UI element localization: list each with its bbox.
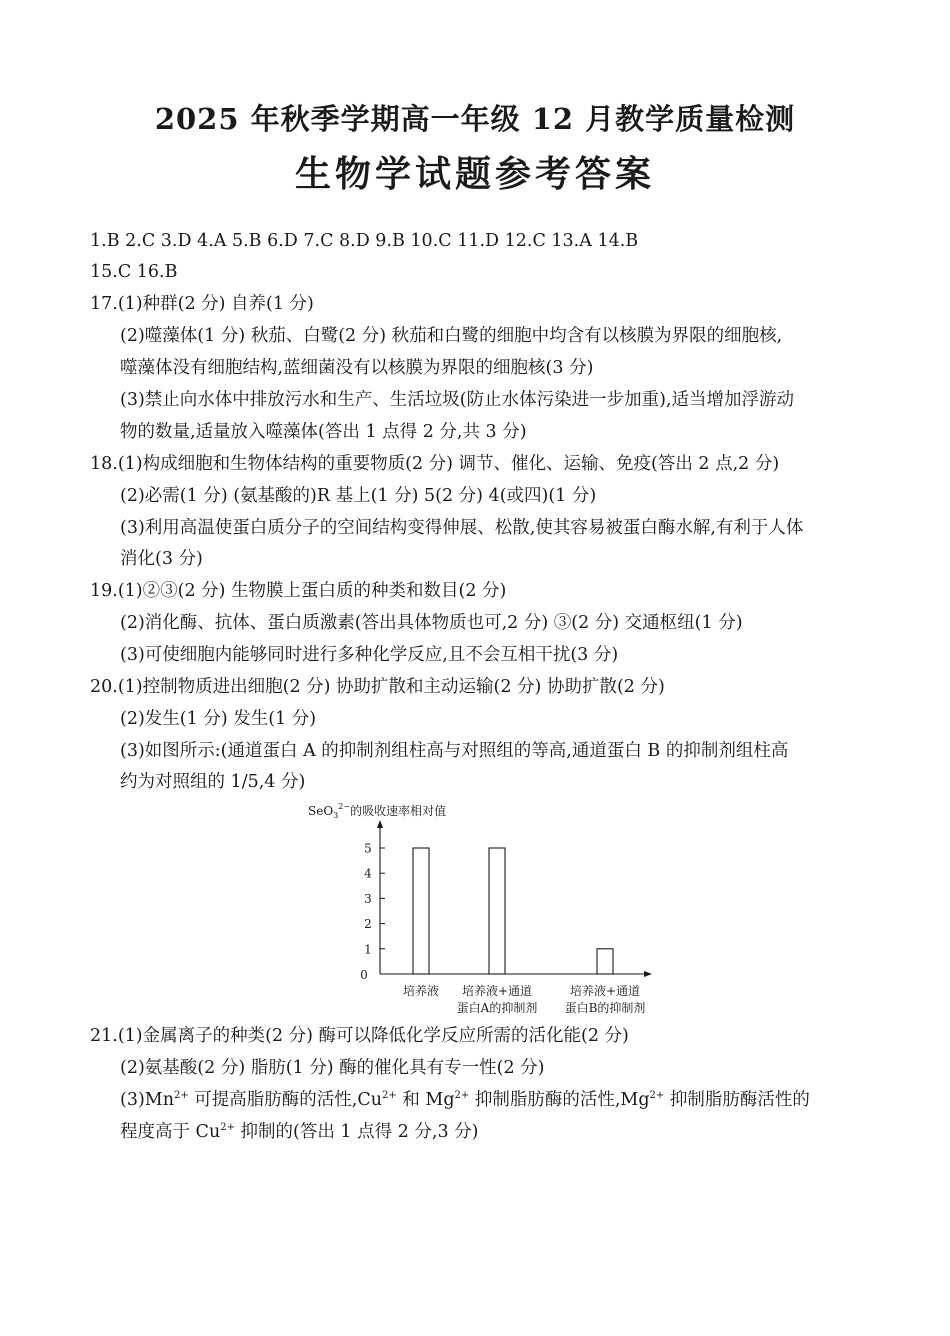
q18-part2: (2)必需(1 分) (氨基酸的)R 基上(1 分) 5(2 分) 4(或四)(1 分): [120, 486, 597, 506]
q20-part3-line2: 约为对照组的 1/5,4 分): [120, 772, 306, 792]
q19-part2: (2)消化酶、抗体、蛋白质激素(答出具体物质也可,2 分) ③(2 分) 交通枢纽(1 分): [120, 613, 743, 633]
chart-x-category-label: 蛋白A的抑制剂: [456, 1001, 538, 1015]
q21-p3-text-5: 抑制脂肪酶活性的: [664, 1090, 810, 1110]
q21-p4-text-1: 程度高于 Cu: [120, 1122, 221, 1142]
chart-x-category-label: 培养液+通道: [461, 984, 533, 998]
q21-p3-text-1: (3)Mn: [120, 1090, 174, 1110]
chart-x-category-label: 培养液: [402, 984, 440, 998]
chart-y-axis-label: SeO$_3^{2-}$的吸收速率相对值: [308, 802, 447, 820]
chart-y-tick-label: 1: [364, 942, 372, 957]
chart-y-tick-label: 3: [364, 891, 372, 906]
q21-p4-text-2: 抑制的(答出 1 点得 2 分,3 分): [234, 1122, 479, 1142]
chart-y-tick-label: 4: [364, 866, 372, 881]
q20-part2: (2)发生(1 分) 发生(1 分): [120, 709, 317, 729]
q18-part1: 18.(1)构成细胞和生物体结构的重要物质(2 分) 调节、催化、运输、免疫(答出 2 点,2 分): [90, 454, 780, 474]
q21-part3-line1: [120, 1089, 810, 1111]
q19-part3: (3)可使细胞内能够同时进行多种化学反应,且不会互相干扰(3 分): [120, 645, 619, 665]
q21-p4-sup-1: 2+: [220, 1122, 235, 1133]
q17-part3-line1: (3)禁止向水体中排放污水和生产、生活垃圾(防止水体污染进一步加重),适当增加浮游动: [120, 390, 795, 410]
chart-bar-1: [413, 848, 429, 974]
q20-part3-line1: (3)如图所示:(通道蛋白 A 的抑制剂组柱高与对照组的等高,通道蛋白 B 的抑制剂组柱高: [120, 741, 789, 761]
chart-y-axis-arrow: [377, 820, 383, 828]
choice-answers-row-2: 15.C 16.B: [90, 262, 178, 282]
q21-p3-text-4: 抑制脂肪酶的活性,Mg: [469, 1090, 650, 1110]
q21-part3-line2: [120, 1121, 478, 1143]
q21-p3-sup-1: 2+: [173, 1090, 189, 1101]
q17-part1: 17.(1)种群(2 分) 自养(1 分): [90, 294, 314, 314]
q17-part2-line2: 噬藻体没有细胞结构,蓝细菌没有以核膜为界限的细胞核(3 分): [120, 358, 594, 378]
chart-bar-3: [597, 949, 613, 974]
chart-y-tick-label: 2: [364, 917, 372, 932]
chart-bar-2: [489, 848, 505, 974]
q18-part3-line2: 消化(3 分): [120, 549, 203, 569]
q21-p3-sup-3: 2+: [454, 1090, 470, 1101]
chart-y-tick-label: 5: [364, 841, 372, 856]
q17-part3-line2: 物的数量,适量放入噬藻体(答出 1 点得 2 分,共 3 分): [120, 422, 527, 442]
selenite-absorption-chart: [300, 798, 670, 1023]
q17-part2-line1: (2)噬藻体(1 分) 秋茄、白鹭(2 分) 秋茄和白鹭的细胞中均含有以核膜为界限的细胞核,: [120, 326, 783, 346]
choice-answers-row-1: 1.B 2.C 3.D 4.A 5.B 6.D 7.C 8.D 9.B 10.C 11.D 12.C 13.A 14.B: [90, 231, 639, 251]
q21-part1: 21.(1)金属离子的种类(2 分) 酶可以降低化学反应所需的活化能(2 分): [90, 1026, 629, 1046]
q20-part1: 20.(1)控制物质进出细胞(2 分) 协助扩散和主动运输(2 分) 协助扩散(2 分): [90, 677, 665, 697]
q21-p3-sup-4: 2+: [649, 1090, 665, 1101]
q19-part1: 19.(1)②③(2 分) 生物膜上蛋白质的种类和数目(2 分): [90, 581, 507, 601]
q21-p3-sup-2: 2+: [382, 1090, 397, 1101]
q21-p3-text-3: 和 Mg: [396, 1090, 455, 1110]
chart-y-tick-label: 0: [360, 968, 368, 982]
q21-part2: (2)氨基酸(2 分) 脂肪(1 分) 酶的催化具有专一性(2 分): [120, 1058, 545, 1078]
q18-part3-line1: (3)利用高温使蛋白质分子的空间结构变得伸展、松散,使其容易被蛋白酶水解,有利于人体: [120, 518, 804, 538]
exam-title: 2025 年秋季学期高一年级 12 月教学质量检测: [154, 102, 796, 136]
chart-x-category-label: 蛋白B的抑制剂: [564, 1001, 646, 1015]
chart-x-axis-arrow: [644, 971, 652, 977]
q21-p3-text-2: 可提高脂肪酶的活性,Cu: [188, 1090, 383, 1110]
chart-x-category-label: 培养液+通道: [569, 984, 641, 998]
answer-key-title: 生物学试题参考答案: [294, 153, 655, 195]
